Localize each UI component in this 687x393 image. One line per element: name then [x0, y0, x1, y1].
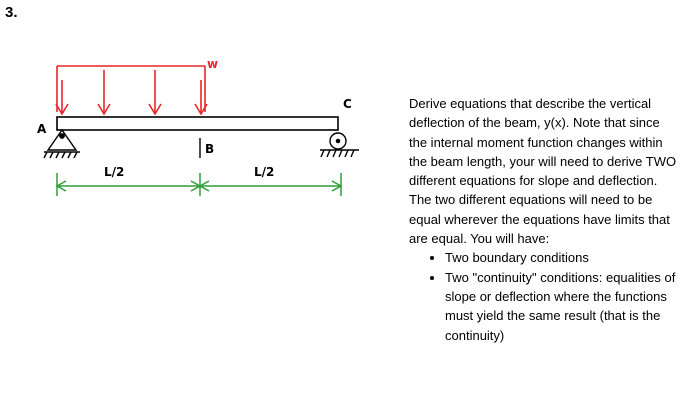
beam	[57, 117, 338, 130]
load-label: w	[207, 57, 219, 71]
list-item: • Two "continuity" conditions: equalities of slope or deflection where the functions must yield the same result (that is the continuity)	[445, 268, 681, 345]
dimension-lines	[57, 173, 341, 196]
point-b-label: B	[205, 142, 215, 156]
instructions	[409, 94, 681, 345]
instructions-paragraph: Derive equations that describe the vertical deflection of the beam, y(x). Note that since the internal moment function changes within the beam length, your will need to derive TWO different equations for slope and deflection. The two different equations will need to be equal wherever the equations have limits that are equal. You will have:	[409, 96, 677, 247]
problem-number: 3.	[5, 4, 18, 21]
conditions-list	[409, 248, 681, 344]
load-arrow	[149, 70, 161, 114]
roller-support-c	[320, 133, 359, 157]
right-span-label: L/2	[254, 165, 275, 179]
point-a-label: A	[37, 122, 47, 136]
point-c-label: C	[343, 97, 352, 111]
load-arrow	[98, 70, 110, 114]
left-span-label: L/2	[104, 165, 125, 179]
pin-support-a	[44, 130, 80, 158]
distributed-load	[56, 66, 207, 114]
list-item: • Two boundary conditions	[445, 248, 681, 267]
